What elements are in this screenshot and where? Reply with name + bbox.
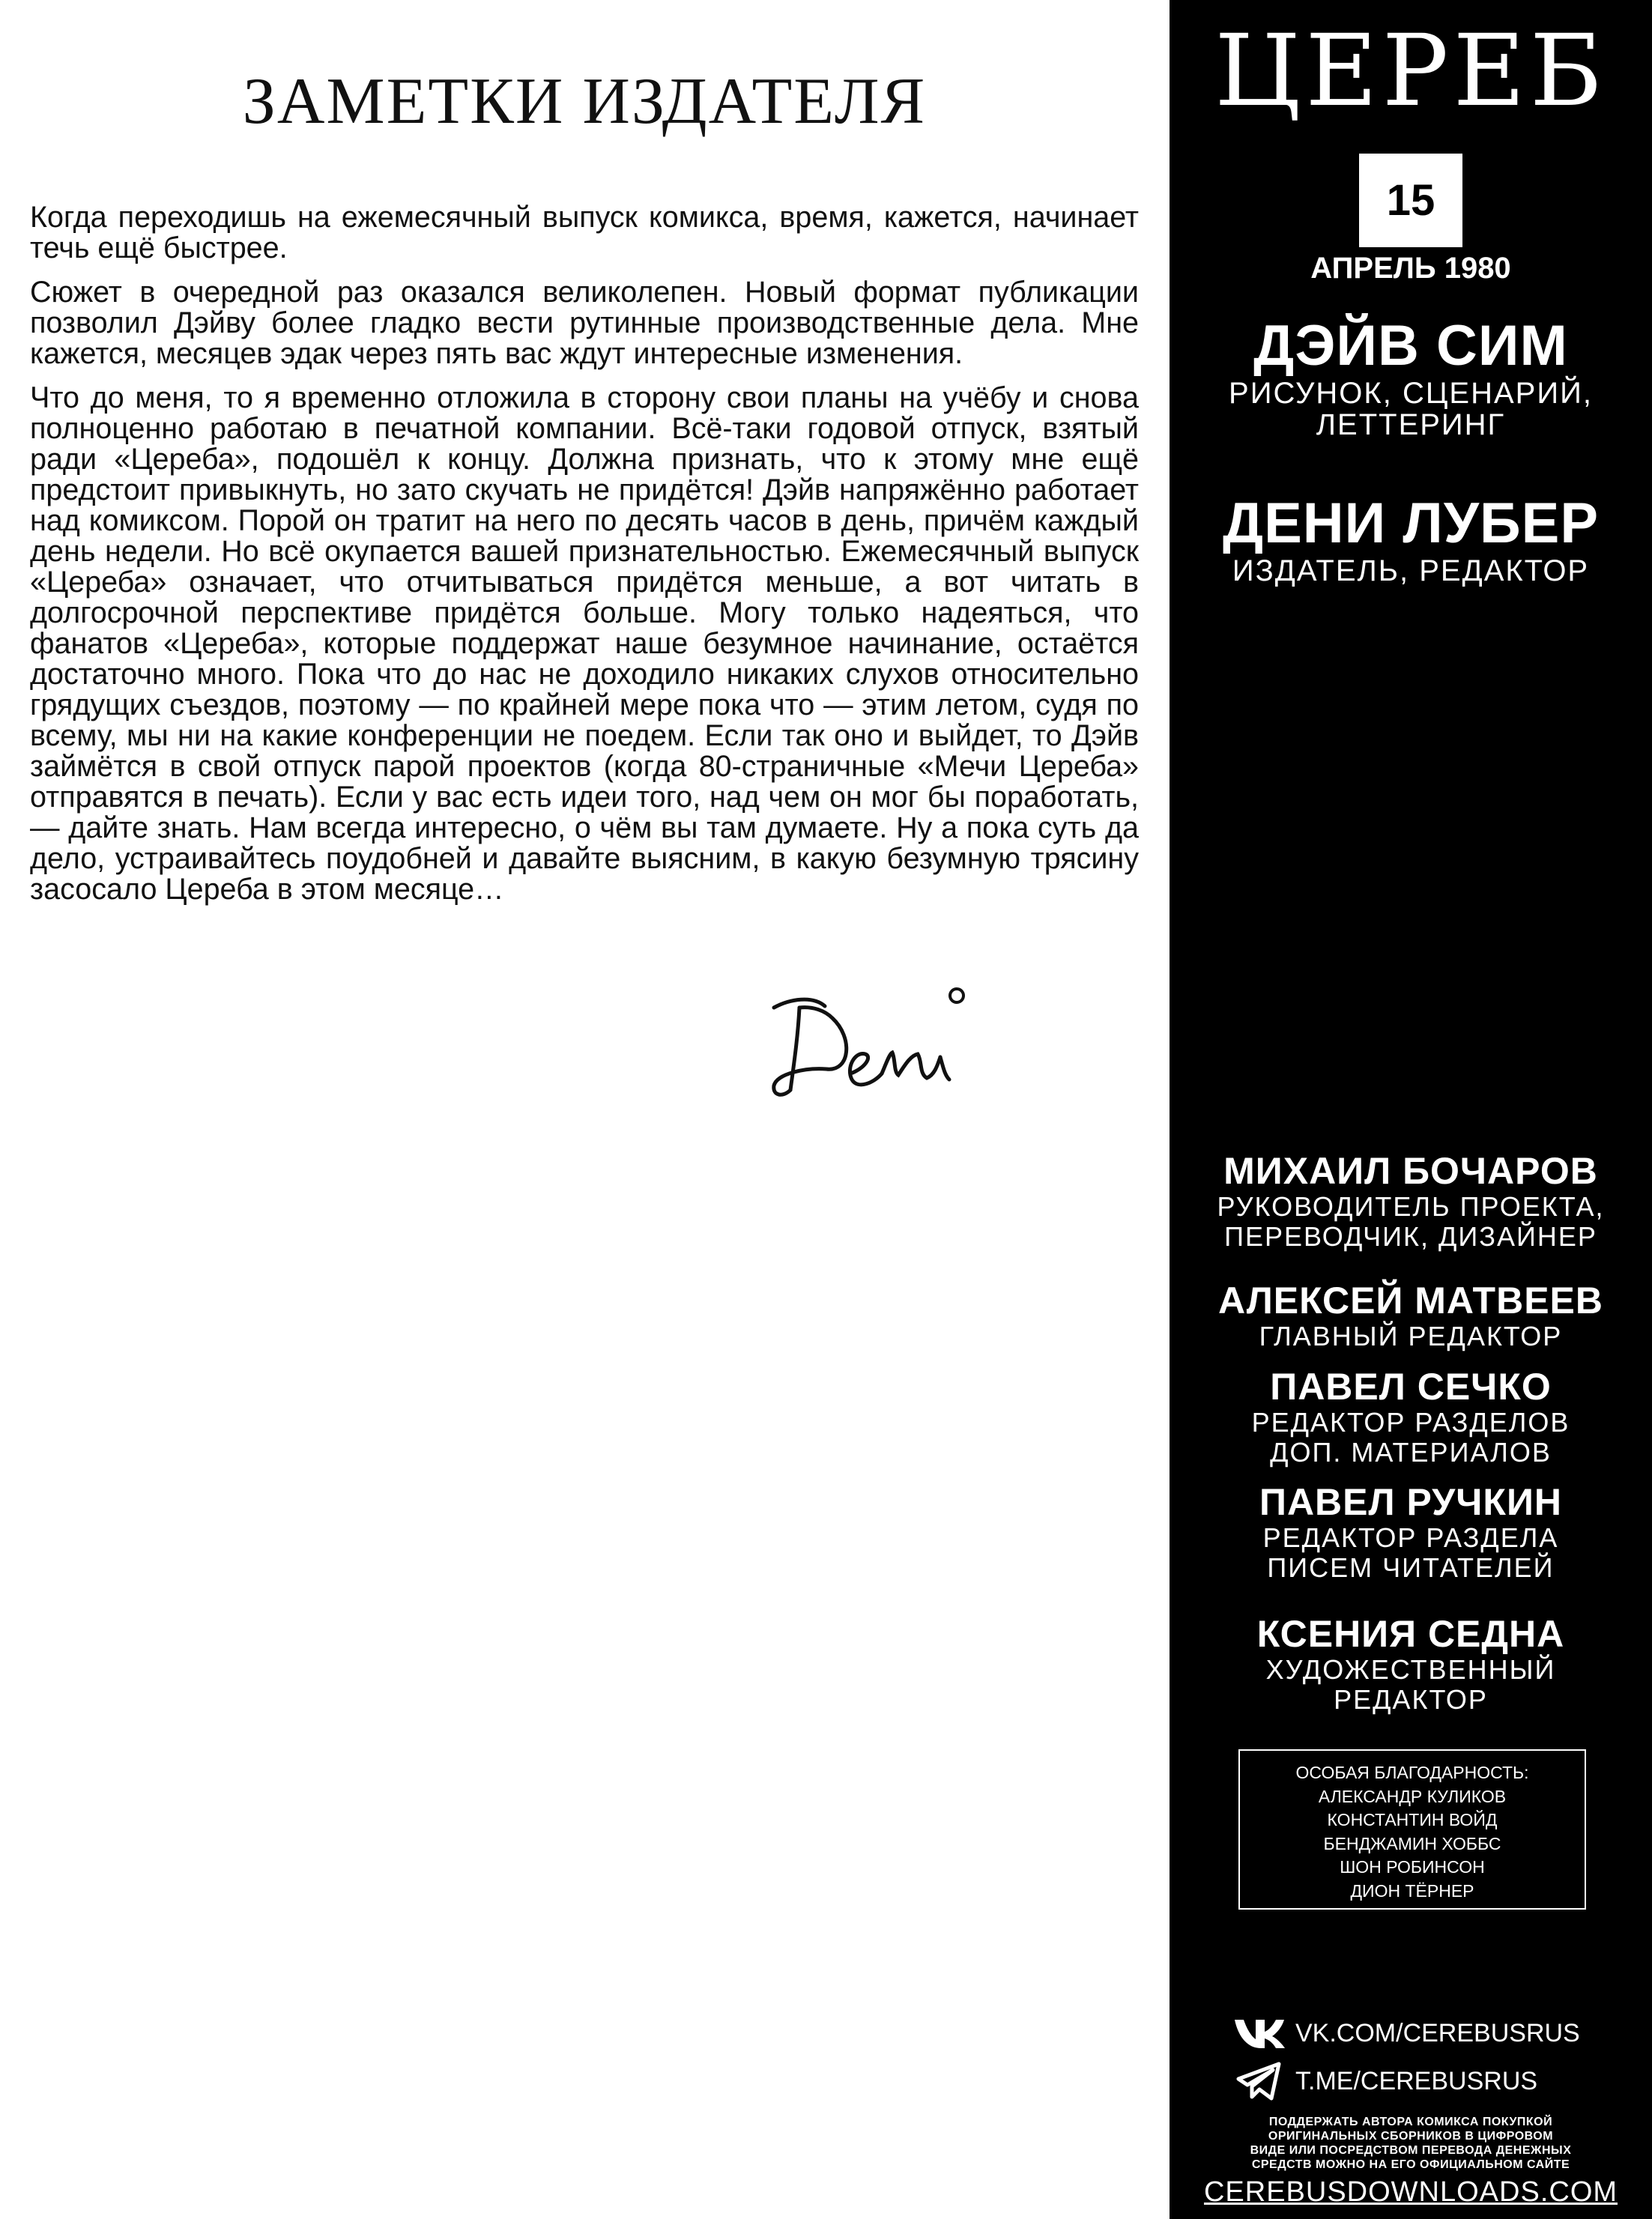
credit-role: ДОП. МАТЕРИАЛОВ <box>1270 1437 1552 1468</box>
telegram-icon <box>1229 2060 1289 2102</box>
credit-name: МИХАИЛ БОЧАРОВ <box>1223 1150 1598 1192</box>
credit-team-member <box>1170 1280 1652 1351</box>
credit-name: ПАВЕЛ СЕЧКО <box>1270 1366 1552 1408</box>
vk-link-text[interactable]: VK.COM/CEREBUSRUS <box>1295 2018 1580 2047</box>
credit-role: ПЕРЕВОДЧИК, ДИЗАЙНЕР <box>1224 1221 1597 1252</box>
credit-dave-sim <box>1170 315 1652 441</box>
article-paragraph: Что до меня, то я временно отложила в сторону свои планы на учёбу и снова полноценно работаю в печатной компании. Всё-таки годовой отпуск, взятый ради «Цереба», подошёл к концу. Должна признать, что к этому мне ещё предстоит привыкнуть, но зато скучать не придётся! Дэйв напряжённо работает над комиксом. Порой он тратит на него по десять часов в день, причём каждый день недели. Но всё окупается вашей признательностью. Ежемесячный выпуск «Цереба» означает, что отчитываться придётся меньше, а вот читать в долгосрочной перспективе придётся больше. Могу только надеяться, что фанатов «Цереба», которые поддержат наше безумное начинание, остаётся достаточно много. Пока что до нас не доходило никаких слухов относительно грядущих съездов, поэтому — по крайней мере пока что — этим летом, судя по всему, мы ни на какие конференции не поедем. Если так оно и выйдет, то Дэйв займётся в свой отпуск парой проектов (когда 80-страничные «Мечи Цереба» отправятся в печать). Если у вас есть идеи того, над чем он мог бы поработать, — дайте знать. Нам всегда интересно, о чём вы там думаете. Ну а пока суть да дело, устраивайтесь поудобней и давайте выясним, в какую безумную трясину засосало Цереба в этом месяце… <box>30 381 1139 906</box>
special-thanks-heading: ОСОБАЯ БЛАГОДАРНОСТЬ: <box>1295 1763 1529 1782</box>
credit-team-member <box>1170 1613 1652 1715</box>
signature <box>760 985 1015 1105</box>
special-thanks-name: ДИОН ТЁРНЕР <box>1350 1880 1474 1901</box>
credit-role: ГЛАВНЫЙ РЕДАКТОР <box>1259 1321 1563 1351</box>
credit-name: КСЕНИЯ СЕДНА <box>1256 1613 1565 1655</box>
support-line: ОРИГИНАЛЬНЫХ СБОРНИКОВ В ЦИФРОВОМ <box>1268 2130 1554 2143</box>
support-line: СРЕДСТВ МОЖНО НА ЕГО ОФИЦИАЛЬНОМ САЙТЕ <box>1251 2158 1570 2171</box>
credit-role: РИСУНОК, СЦЕНАРИЙ, <box>1229 377 1593 410</box>
credit-deni-loubert <box>1170 492 1652 587</box>
credit-role: ПИСЕМ ЧИТАТЕЛЕЙ <box>1267 1552 1555 1583</box>
credit-name: ДЕНИ ЛУБЕР <box>1222 491 1600 555</box>
credit-role: РУКОВОДИТЕЛЬ ПРОЕКТА, <box>1217 1191 1605 1222</box>
special-thanks-name: БЕНДЖАМИН ХОББС <box>1323 1833 1501 1853</box>
credit-team-member <box>1170 1366 1652 1468</box>
special-thanks-name: АЛЕКСАНДР КУЛИКОВ <box>1318 1786 1507 1806</box>
vk-link[interactable] <box>1229 2012 1619 2054</box>
cerebus-logo: ЦЕРЕБ <box>1214 13 1607 129</box>
credit-role: ЛЕТТЕРИНГ <box>1316 408 1506 441</box>
credit-role: ХУДОЖЕСТВЕННЫЙ <box>1265 1654 1556 1685</box>
credit-name: ДЭЙВ СИМ <box>1253 314 1568 378</box>
credit-role: РЕДАКТОР РАЗДЕЛА <box>1262 1522 1559 1553</box>
telegram-link[interactable] <box>1229 2060 1619 2102</box>
official-site-link[interactable]: CEREBUSDOWNLOADS.COM <box>1203 2176 1618 2208</box>
special-thanks-box <box>1238 1749 1586 1910</box>
credit-role: ИЗДАТЕЛЬ, РЕДАКТОР <box>1232 554 1590 587</box>
special-thanks-name: КОНСТАНТИН ВОЙД <box>1327 1810 1498 1829</box>
credit-team-member <box>1170 1481 1652 1583</box>
special-thanks-name: ШОН РОБИНСОН <box>1340 1857 1485 1877</box>
support-line: ВИДЕ ИЛИ ПОСРЕДСТВОМ ПЕРЕВОДА ДЕНЕЖНЫХ <box>1250 2144 1572 2157</box>
issue-number: 15 <box>1359 154 1462 247</box>
support-line: ПОДДЕРЖАТЬ АВТОРА КОМИКСА ПОКУПКОЙ <box>1268 2116 1553 2128</box>
credit-role: РЕДАКТОР <box>1334 1684 1488 1715</box>
telegram-link-text[interactable]: T.ME/CEREBUSRUS <box>1295 2066 1538 2095</box>
article-body <box>30 202 1139 918</box>
credit-name: ПАВЕЛ РУЧКИН <box>1259 1481 1562 1523</box>
credit-name: АЛЕКСЕЙ МАТВЕЕВ <box>1217 1280 1604 1322</box>
credit-team-member <box>1170 1150 1652 1252</box>
credit-role: РЕДАКТОР РАЗДЕЛОВ <box>1251 1407 1570 1438</box>
article-paragraph: Когда переходишь на ежемесячный выпуск комикса, время, кажется, начинает течь ещё быстрее. <box>30 201 1139 264</box>
issue-date: АПРЕЛЬ 1980 <box>1310 252 1511 285</box>
publisher-notes <box>30 0 1139 2219</box>
support-note <box>1214 2115 1607 2172</box>
page-title: ЗАМЕТКИ ИЗДАТЕЛЯ <box>242 65 927 138</box>
credits-sidebar <box>1170 0 1652 2219</box>
vk-icon <box>1229 2012 1289 2054</box>
article-paragraph: Сюжет в очередной раз оказался великолепен. Новый формат публикации позволил Дэйву более гладко вести рутинные производственные дела. Мне кажется, месяцев эдак через пять вас ждут интересные изменения. <box>30 276 1139 370</box>
